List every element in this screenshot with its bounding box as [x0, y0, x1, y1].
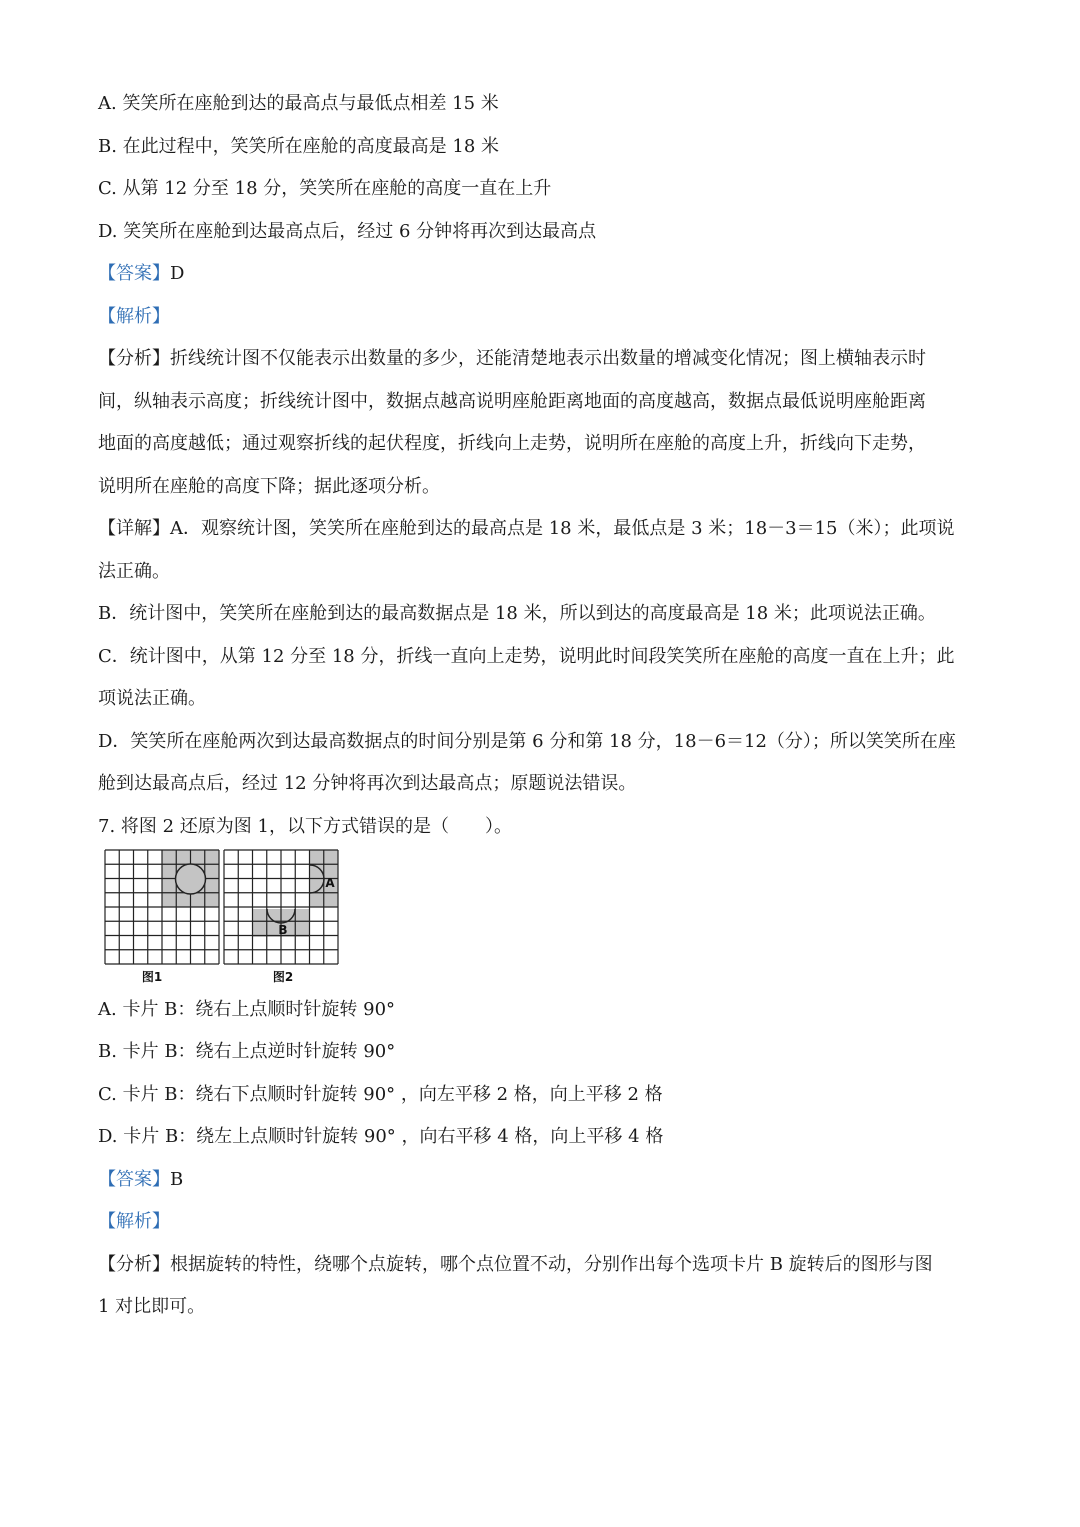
q6-option-b: B. 在此过程中，笑笑所在座舱的高度最高是 18 米	[98, 136, 500, 157]
fenxi-text: 折线统计图不仅能表示出数量的多少，还能清楚地表示出数量的增减变化情况；图上横轴表示时	[170, 348, 926, 369]
q6-option-c: C. 从第 12 分至 18 分，笑笑所在座舱的高度一直在上升	[98, 178, 552, 199]
q6-answer	[98, 261, 986, 287]
q7-fenxi-line-1	[98, 1252, 986, 1278]
q7-fenxi-line-2: 1 对比即可。	[98, 1296, 206, 1317]
q7-option-c: C. 卡片 B：绕右下点顺时针旋转 90° ，向左平移 2 格，向上平移 2 格	[98, 1084, 663, 1105]
q6-jiexi	[98, 304, 986, 330]
answer-tag: 【答案】	[98, 1169, 170, 1190]
q7-jiexi	[98, 1209, 986, 1235]
fenxi-text: 根据旋转的特性，绕哪个点旋转，哪个点位置不动，分别作出每个选项卡片 B 旋转后的图形与图	[170, 1254, 933, 1275]
q7-option-b: B. 卡片 B：绕右上点逆时针旋转 90°	[98, 1041, 396, 1062]
figure-1	[105, 850, 219, 984]
answer-tag: 【答案】	[98, 263, 170, 284]
jiexi-tag: 【解析】	[98, 1211, 170, 1232]
circle-shape-fig1	[176, 864, 206, 894]
figure-2-label: 图2	[272, 970, 294, 984]
answer-value: D	[170, 263, 185, 284]
q7-option-d: D. 卡片 B：绕左上点顺时针旋转 90° ，向右平移 4 格，向上平移 4 格	[98, 1126, 664, 1147]
q6-xiangjie-line-2: 法正确。	[98, 561, 170, 582]
q7-stem: 7. 将图 2 还原为图 1，以下方式错误的是（ ）。	[98, 816, 512, 837]
q6-fenxi-line-3: 地面的高度越低；通过观察折线的起伏程度，折线向上走势，说明所在座舱的高度上升，折线向下走势，	[98, 433, 926, 454]
q6-xiangjie-line-3: B．统计图中，笑笑所在座舱到达的最高数据点是 18 米，所以到达的高度最高是 18 米；此项说法正确。	[98, 603, 936, 624]
fenxi-tag: 【分析】	[98, 348, 170, 369]
grid-figure	[103, 848, 343, 988]
q6-fenxi-line-4: 说明所在座舱的高度下降；据此逐项分析。	[98, 476, 440, 497]
figure-2	[224, 850, 338, 984]
q6-xiangjie-line-6: D．笑笑所在座舱两次到达最高数据点的时间分别是第 6 分和第 18 分，18－6＝12（分）；所以笑笑所在座	[98, 731, 956, 752]
q6-fenxi-line-1	[98, 346, 986, 372]
card-a-label: A	[325, 876, 335, 890]
q6-xiangjie-line-4: C．统计图中，从第 12 分至 18 分，折线一直向上走势，说明此时间段笑笑所在座舱的高度一直在上升；此	[98, 646, 955, 667]
answer-value: B	[170, 1169, 184, 1190]
fenxi-tag: 【分析】	[98, 1254, 170, 1275]
q6-option-d: D. 笑笑所在座舱到达最高点后，经过 6 分钟将再次到达最高点	[98, 221, 597, 242]
xiangjie-text: A．观察统计图，笑笑所在座舱到达的最高点是 18 米，最低点是 3 米；18－3＝15（米）；此项说	[170, 518, 955, 539]
grid-figure-svg	[103, 848, 343, 988]
q6-xiangjie-line-5: 项说法正确。	[98, 688, 206, 709]
card-b-label: B	[278, 923, 288, 937]
jiexi-tag: 【解析】	[98, 306, 170, 327]
q7-answer	[98, 1167, 986, 1193]
figure-1-label: 图1	[141, 970, 163, 984]
q6-xiangjie-line-7: 舱到达最高点后，经过 12 分钟将再次到达最高点；原题说法错误。	[98, 773, 637, 794]
q6-option-a: A. 笑笑所在座舱到达的最高点与最低点相差 15 米	[98, 93, 499, 114]
xiangjie-tag: 【详解】	[98, 518, 170, 539]
q6-xiangjie-line-1	[98, 516, 986, 542]
q7-option-a: A. 卡片 B：绕右上点顺时针旋转 90°	[98, 999, 396, 1020]
q6-fenxi-line-2: 间，纵轴表示高度；折线统计图中，数据点越高说明座舱距离地面的高度越高，数据点最低说明座舱距离	[98, 391, 926, 412]
